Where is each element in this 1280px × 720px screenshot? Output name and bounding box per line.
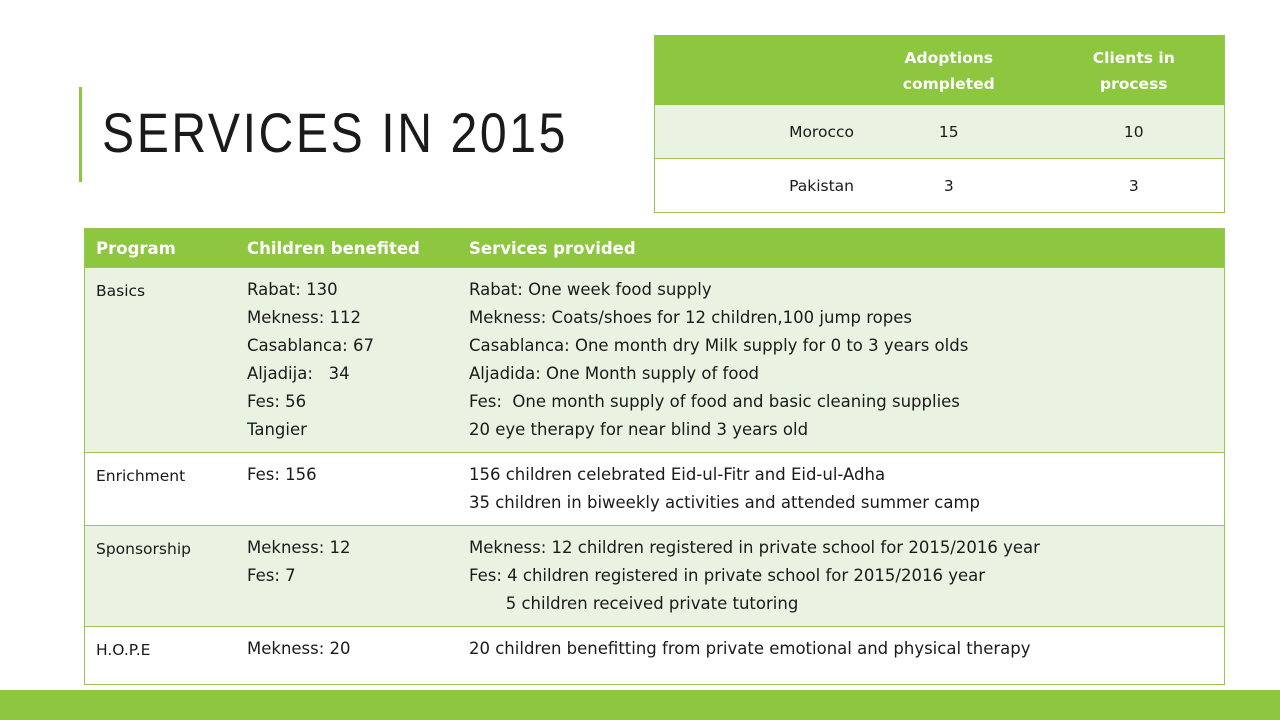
table-row	[85, 268, 1225, 453]
adoptions-table	[654, 35, 1225, 213]
adoptions-header-row	[655, 36, 1225, 106]
children-line: Mekness: 12	[247, 538, 351, 557]
service-line: Rabat: One week food supply	[469, 280, 712, 299]
children-line: Aljadija: 34	[247, 364, 350, 383]
services-cell	[458, 627, 1225, 685]
services-cell	[458, 526, 1225, 627]
service-line: 156 children celebrated Eid-ul-Fitr and Eid-ul-Adha	[469, 465, 886, 484]
header-children-benefited: Children benefited	[236, 229, 458, 268]
title-accent-bar	[79, 87, 82, 182]
children-line: Fes: 7	[247, 566, 296, 585]
adoptions-header-in-process	[1044, 36, 1225, 106]
children-line: Mekness: 112	[247, 308, 362, 327]
program-cell: Sponsorship	[85, 526, 237, 627]
children-line: Tangier	[247, 420, 307, 439]
in-process-cell: 3	[1044, 159, 1225, 213]
children-cell	[236, 453, 458, 526]
service-line: Mekness: 12 children registered in private school for 2015/2016 year	[469, 538, 1040, 557]
adoptions-header-blank	[655, 36, 854, 106]
slide-title: SERVICES IN 2015	[102, 101, 569, 164]
adoptions-header-in-process-label: Clients in process	[1092, 48, 1175, 93]
footer-accent-bar	[0, 690, 1280, 720]
table-row	[85, 627, 1225, 685]
service-line: Fes: 4 children registered in private school for 2015/2016 year	[469, 566, 986, 585]
service-line: Mekness: Coats/shoes for 12 children,100 jump ropes	[469, 308, 912, 327]
table-row	[655, 105, 1225, 159]
country-cell: Pakistan	[655, 159, 854, 213]
services-table	[84, 228, 1225, 685]
header-program: Program	[85, 229, 237, 268]
services-cell	[458, 453, 1225, 526]
adoptions-cell: 3	[854, 159, 1044, 213]
program-cell: H.O.P.E	[85, 627, 237, 685]
service-line: 5 children received private tutoring	[469, 594, 799, 613]
children-line: Fes: 156	[247, 465, 317, 484]
country-cell: Morocco	[655, 105, 854, 159]
children-line: Fes: 56	[247, 392, 307, 411]
service-line: Fes: One month supply of food and basic cleaning supplies	[469, 392, 960, 411]
adoptions-header-completed-label: Adoptions completed	[902, 48, 995, 93]
header-services-provided: Services provided	[458, 229, 1225, 268]
children-line: Mekness: 20	[247, 639, 351, 658]
program-cell: Basics	[85, 268, 237, 453]
table-row	[85, 526, 1225, 627]
table-row	[85, 453, 1225, 526]
service-line: 35 children in biweekly activities and attended summer camp	[469, 493, 981, 512]
adoptions-header-completed	[854, 36, 1044, 106]
service-line: Casablanca: One month dry Milk supply for 0 to 3 years olds	[469, 336, 969, 355]
service-line: 20 eye therapy for near blind 3 years old	[469, 420, 809, 439]
service-line: Aljadida: One Month supply of food	[469, 364, 760, 383]
children-cell	[236, 526, 458, 627]
in-process-cell: 10	[1044, 105, 1225, 159]
children-line: Casablanca: 67	[247, 336, 374, 355]
service-line: 20 children benefitting from private emotional and physical therapy	[469, 639, 1031, 658]
children-cell	[236, 268, 458, 453]
children-line: Rabat: 130	[247, 280, 338, 299]
program-cell: Enrichment	[85, 453, 237, 526]
table-row	[655, 159, 1225, 213]
services-header-row	[85, 229, 1225, 268]
services-cell	[458, 268, 1225, 453]
children-cell	[236, 627, 458, 685]
adoptions-cell: 15	[854, 105, 1044, 159]
